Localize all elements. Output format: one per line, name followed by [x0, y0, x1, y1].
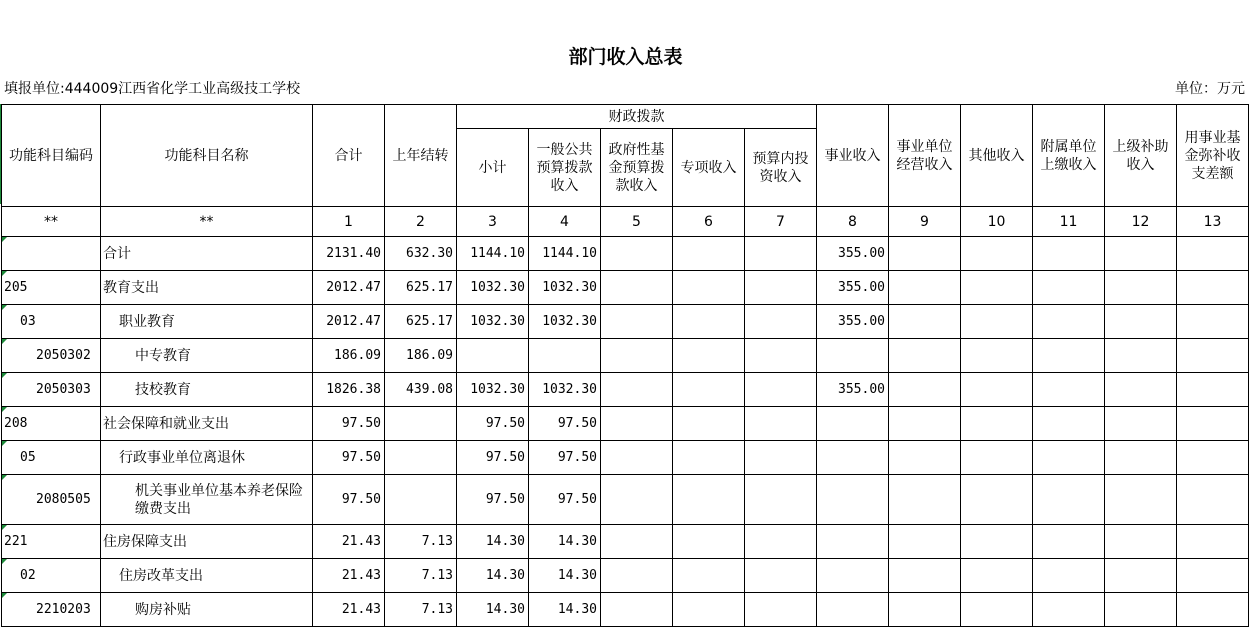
- cell-special[interactable]: [673, 305, 745, 339]
- cell-carryover[interactable]: 186.09: [385, 339, 457, 373]
- cell-total[interactable]: 97.50: [313, 441, 385, 475]
- table-row: [2, 339, 1249, 373]
- cell-general-public[interactable]: 1032.30: [529, 373, 601, 407]
- header-code[interactable]: 功能科目编码: [2, 105, 101, 207]
- cell-affiliated[interactable]: [1033, 339, 1105, 373]
- cell-budget-invest[interactable]: [745, 305, 817, 339]
- cell-total[interactable]: 97.50: [313, 407, 385, 441]
- income-table: [1, 104, 1249, 627]
- cell-special[interactable]: [673, 525, 745, 559]
- cell-superior[interactable]: [1105, 373, 1177, 407]
- cell-superior[interactable]: [1105, 407, 1177, 441]
- cell-other[interactable]: [961, 271, 1033, 305]
- cell-name[interactable]: 技校教育: [101, 373, 313, 407]
- table-row: [2, 559, 1249, 593]
- cell-general-public[interactable]: 1032.30: [529, 305, 601, 339]
- cell-name[interactable]: 购房补贴: [101, 593, 313, 627]
- cell-superior[interactable]: [1105, 237, 1177, 271]
- cell-other[interactable]: [961, 475, 1033, 525]
- cell-general-public[interactable]: 1144.10: [529, 237, 601, 271]
- cell-superior[interactable]: [1105, 441, 1177, 475]
- cell-name[interactable]: 职业教育: [101, 305, 313, 339]
- cell-total[interactable]: 97.50: [313, 475, 385, 525]
- cell-code[interactable]: 2050303: [2, 373, 101, 407]
- cell-operating[interactable]: [889, 441, 961, 475]
- cell-affiliated[interactable]: [1033, 407, 1105, 441]
- currency-unit: 单位：万元: [1175, 81, 1245, 97]
- header-total[interactable]: 合计: [313, 105, 385, 207]
- table-row: [2, 305, 1249, 339]
- cell-other[interactable]: [961, 559, 1033, 593]
- index-cell[interactable]: 10: [961, 207, 1033, 237]
- header-fiscal-group[interactable]: 财政拨款: [457, 105, 817, 129]
- index-row: [2, 207, 1249, 237]
- cell-total[interactable]: 2131.40: [313, 237, 385, 271]
- table-row: [2, 271, 1249, 305]
- cell-affiliated[interactable]: [1033, 475, 1105, 525]
- cell-special[interactable]: [673, 559, 745, 593]
- cell-carryover[interactable]: [385, 407, 457, 441]
- cell-superior[interactable]: [1105, 525, 1177, 559]
- cell-name[interactable]: 社会保障和就业支出: [101, 407, 313, 441]
- cell-subtotal[interactable]: 1032.30: [457, 373, 529, 407]
- cell-total[interactable]: 1826.38: [313, 373, 385, 407]
- cell-general-public[interactable]: 97.50: [529, 407, 601, 441]
- cell-general-public[interactable]: 14.30: [529, 559, 601, 593]
- cell-carryover[interactable]: 625.17: [385, 271, 457, 305]
- cell-budget-invest[interactable]: [745, 525, 817, 559]
- cell-general-public[interactable]: 1032.30: [529, 271, 601, 305]
- cell-general-public[interactable]: 97.50: [529, 441, 601, 475]
- header-name[interactable]: 功能科目名称: [101, 105, 313, 207]
- cell-special[interactable]: [673, 373, 745, 407]
- index-cell[interactable]: 3: [457, 207, 529, 237]
- index-cell[interactable]: 7: [745, 207, 817, 237]
- index-cell[interactable]: 4: [529, 207, 601, 237]
- cell-subtotal[interactable]: 97.50: [457, 441, 529, 475]
- cell-gov-fund[interactable]: [601, 237, 673, 271]
- cell-name[interactable]: 行政事业单位离退休: [101, 441, 313, 475]
- cell-business[interactable]: 355.00: [817, 373, 889, 407]
- cell-superior[interactable]: [1105, 271, 1177, 305]
- cell-fund-offset[interactable]: [1177, 441, 1249, 475]
- cell-other[interactable]: [961, 593, 1033, 627]
- table-row: [2, 441, 1249, 475]
- cell-business[interactable]: [817, 441, 889, 475]
- table-row: [2, 593, 1249, 627]
- header-other[interactable]: 其他收入: [961, 105, 1033, 207]
- cell-operating[interactable]: [889, 593, 961, 627]
- cell-budget-invest[interactable]: [745, 441, 817, 475]
- cell-special[interactable]: [673, 407, 745, 441]
- cell-subtotal[interactable]: 97.50: [457, 475, 529, 525]
- cell-other[interactable]: [961, 441, 1033, 475]
- cell-business[interactable]: [817, 559, 889, 593]
- cell-superior[interactable]: [1105, 305, 1177, 339]
- cell-fund-offset[interactable]: [1177, 559, 1249, 593]
- cell-gov-fund[interactable]: [601, 593, 673, 627]
- cell-affiliated[interactable]: [1033, 593, 1105, 627]
- header-general-public[interactable]: 一般公共预算拨款收入: [529, 129, 601, 207]
- cell-name[interactable]: 合计: [101, 237, 313, 271]
- cell-gov-fund[interactable]: [601, 441, 673, 475]
- cell-subtotal[interactable]: [457, 339, 529, 373]
- cell-fund-offset[interactable]: [1177, 475, 1249, 525]
- cell-subtotal[interactable]: 1032.30: [457, 305, 529, 339]
- table-row: [2, 237, 1249, 271]
- cell-gov-fund[interactable]: [601, 373, 673, 407]
- header-superior[interactable]: 上级补助收入: [1105, 105, 1177, 207]
- header-gov-fund[interactable]: 政府性基金预算拨款收入: [601, 129, 673, 207]
- cell-carryover[interactable]: 632.30: [385, 237, 457, 271]
- cell-fund-offset[interactable]: [1177, 237, 1249, 271]
- cell-special[interactable]: [673, 271, 745, 305]
- cell-name[interactable]: 住房保障支出: [101, 525, 313, 559]
- cell-other[interactable]: [961, 407, 1033, 441]
- cell-carryover[interactable]: 7.13: [385, 525, 457, 559]
- cell-budget-invest[interactable]: [745, 593, 817, 627]
- index-cell[interactable]: 6: [673, 207, 745, 237]
- cell-code[interactable]: 221: [2, 525, 101, 559]
- cell-special[interactable]: [673, 237, 745, 271]
- cell-code[interactable]: 208: [2, 407, 101, 441]
- cell-operating[interactable]: [889, 271, 961, 305]
- index-cell[interactable]: 12: [1105, 207, 1177, 237]
- cell-total[interactable]: 21.43: [313, 593, 385, 627]
- table-row: [2, 407, 1249, 441]
- header-subtotal[interactable]: 小计: [457, 129, 529, 207]
- header-business[interactable]: 事业收入: [817, 105, 889, 207]
- cell-business[interactable]: [817, 407, 889, 441]
- cell-gov-fund[interactable]: [601, 559, 673, 593]
- cell-subtotal[interactable]: 1032.30: [457, 271, 529, 305]
- cell-other[interactable]: [961, 237, 1033, 271]
- cell-subtotal[interactable]: 14.30: [457, 525, 529, 559]
- cell-special[interactable]: [673, 339, 745, 373]
- cell-affiliated[interactable]: [1033, 271, 1105, 305]
- cell-superior[interactable]: [1105, 559, 1177, 593]
- cell-code[interactable]: 05: [2, 441, 101, 475]
- cell-business[interactable]: [817, 339, 889, 373]
- index-cell[interactable]: 11: [1033, 207, 1105, 237]
- index-cell[interactable]: 13: [1177, 207, 1249, 237]
- cell-business[interactable]: [817, 593, 889, 627]
- cell-gov-fund[interactable]: [601, 407, 673, 441]
- cell-gov-fund[interactable]: [601, 525, 673, 559]
- cell-subtotal[interactable]: 1144.10: [457, 237, 529, 271]
- cell-total[interactable]: 2012.47: [313, 271, 385, 305]
- cell-business[interactable]: [817, 525, 889, 559]
- cell-affiliated[interactable]: [1033, 441, 1105, 475]
- cell-other[interactable]: [961, 305, 1033, 339]
- cell-carryover[interactable]: 625.17: [385, 305, 457, 339]
- cell-budget-invest[interactable]: [745, 407, 817, 441]
- cell-total[interactable]: 2012.47: [313, 305, 385, 339]
- header-affiliated[interactable]: 附属单位上缴收入: [1033, 105, 1105, 207]
- cell-special[interactable]: [673, 441, 745, 475]
- cell-budget-invest[interactable]: [745, 373, 817, 407]
- header-carryover[interactable]: 上年结转: [385, 105, 457, 207]
- cell-affiliated[interactable]: [1033, 525, 1105, 559]
- table-row: [2, 373, 1249, 407]
- cell-business[interactable]: 355.00: [817, 271, 889, 305]
- index-cell[interactable]: 9: [889, 207, 961, 237]
- cell-affiliated[interactable]: [1033, 305, 1105, 339]
- cell-operating[interactable]: [889, 339, 961, 373]
- report-title: 部门收入总表: [568, 46, 683, 68]
- cell-other[interactable]: [961, 373, 1033, 407]
- cell-budget-invest[interactable]: [745, 237, 817, 271]
- index-cell[interactable]: 1: [313, 207, 385, 237]
- cell-general-public[interactable]: [529, 339, 601, 373]
- index-cell[interactable]: 5: [601, 207, 673, 237]
- cell-special[interactable]: [673, 475, 745, 525]
- cell-total[interactable]: 21.43: [313, 525, 385, 559]
- cell-code[interactable]: 03: [2, 305, 101, 339]
- cell-carryover[interactable]: 439.08: [385, 373, 457, 407]
- cell-code[interactable]: 205: [2, 271, 101, 305]
- cell-fund-offset[interactable]: [1177, 305, 1249, 339]
- header-fund-offset[interactable]: 用事业基金弥补收支差额: [1177, 105, 1249, 207]
- cell-budget-invest[interactable]: [745, 559, 817, 593]
- cell-fund-offset[interactable]: [1177, 339, 1249, 373]
- cell-general-public[interactable]: 14.30: [529, 593, 601, 627]
- cell-gov-fund[interactable]: [601, 271, 673, 305]
- cell-code[interactable]: 02: [2, 559, 101, 593]
- cell-business[interactable]: 355.00: [817, 237, 889, 271]
- cell-subtotal[interactable]: 14.30: [457, 559, 529, 593]
- cell-subtotal[interactable]: 97.50: [457, 407, 529, 441]
- cell-name[interactable]: 教育支出: [101, 271, 313, 305]
- cell-affiliated[interactable]: [1033, 373, 1105, 407]
- cell-operating[interactable]: [889, 475, 961, 525]
- cell-operating[interactable]: [889, 237, 961, 271]
- cell-total[interactable]: 21.43: [313, 559, 385, 593]
- table-body: [2, 237, 1249, 627]
- table-row: [2, 475, 1249, 525]
- cell-code[interactable]: 2050302: [2, 339, 101, 373]
- header-operating[interactable]: 事业单位经营收入: [889, 105, 961, 207]
- cell-fund-offset[interactable]: [1177, 271, 1249, 305]
- cell-code[interactable]: [2, 237, 101, 271]
- cell-operating[interactable]: [889, 525, 961, 559]
- cell-other[interactable]: [961, 525, 1033, 559]
- cell-budget-invest[interactable]: [745, 271, 817, 305]
- cell-superior[interactable]: [1105, 339, 1177, 373]
- cell-fund-offset[interactable]: [1177, 593, 1249, 627]
- cell-general-public[interactable]: 14.30: [529, 525, 601, 559]
- cell-code[interactable]: 2080505: [2, 475, 101, 525]
- cell-general-public[interactable]: 97.50: [529, 475, 601, 525]
- cell-gov-fund[interactable]: [601, 339, 673, 373]
- index-cell[interactable]: 8: [817, 207, 889, 237]
- cell-budget-invest[interactable]: [745, 475, 817, 525]
- index-cell[interactable]: **: [2, 207, 101, 237]
- index-cell[interactable]: **: [101, 207, 313, 237]
- filling-unit: 填报单位:444009江西省化学工业高级技工学校: [4, 81, 301, 97]
- cell-affiliated[interactable]: [1033, 559, 1105, 593]
- cell-operating[interactable]: [889, 373, 961, 407]
- header-budget-invest[interactable]: 预算内投资收入: [745, 129, 817, 207]
- cell-gov-fund[interactable]: [601, 305, 673, 339]
- cell-name[interactable]: 机关事业单位基本养老保险缴费支出: [101, 475, 313, 525]
- table-row: [2, 525, 1249, 559]
- cell-operating[interactable]: [889, 407, 961, 441]
- cell-operating[interactable]: [889, 559, 961, 593]
- index-cell[interactable]: 2: [385, 207, 457, 237]
- header-special[interactable]: 专项收入: [673, 129, 745, 207]
- cell-name[interactable]: 住房改革支出: [101, 559, 313, 593]
- cell-fund-offset[interactable]: [1177, 525, 1249, 559]
- cell-carryover[interactable]: 7.13: [385, 593, 457, 627]
- cell-fund-offset[interactable]: [1177, 407, 1249, 441]
- cell-special[interactable]: [673, 593, 745, 627]
- cell-code[interactable]: 2210203: [2, 593, 101, 627]
- cell-budget-invest[interactable]: [745, 339, 817, 373]
- cell-name[interactable]: 中专教育: [101, 339, 313, 373]
- cell-superior[interactable]: [1105, 475, 1177, 525]
- cell-fund-offset[interactable]: [1177, 373, 1249, 407]
- cell-affiliated[interactable]: [1033, 237, 1105, 271]
- cell-total[interactable]: 186.09: [313, 339, 385, 373]
- cell-superior[interactable]: [1105, 593, 1177, 627]
- cell-other[interactable]: [961, 339, 1033, 373]
- cell-business[interactable]: [817, 475, 889, 525]
- cell-business[interactable]: 355.00: [817, 305, 889, 339]
- cell-operating[interactable]: [889, 305, 961, 339]
- cell-carryover[interactable]: [385, 441, 457, 475]
- cell-subtotal[interactable]: 14.30: [457, 593, 529, 627]
- cell-gov-fund[interactable]: [601, 475, 673, 525]
- cell-carryover[interactable]: [385, 475, 457, 525]
- cell-carryover[interactable]: 7.13: [385, 559, 457, 593]
